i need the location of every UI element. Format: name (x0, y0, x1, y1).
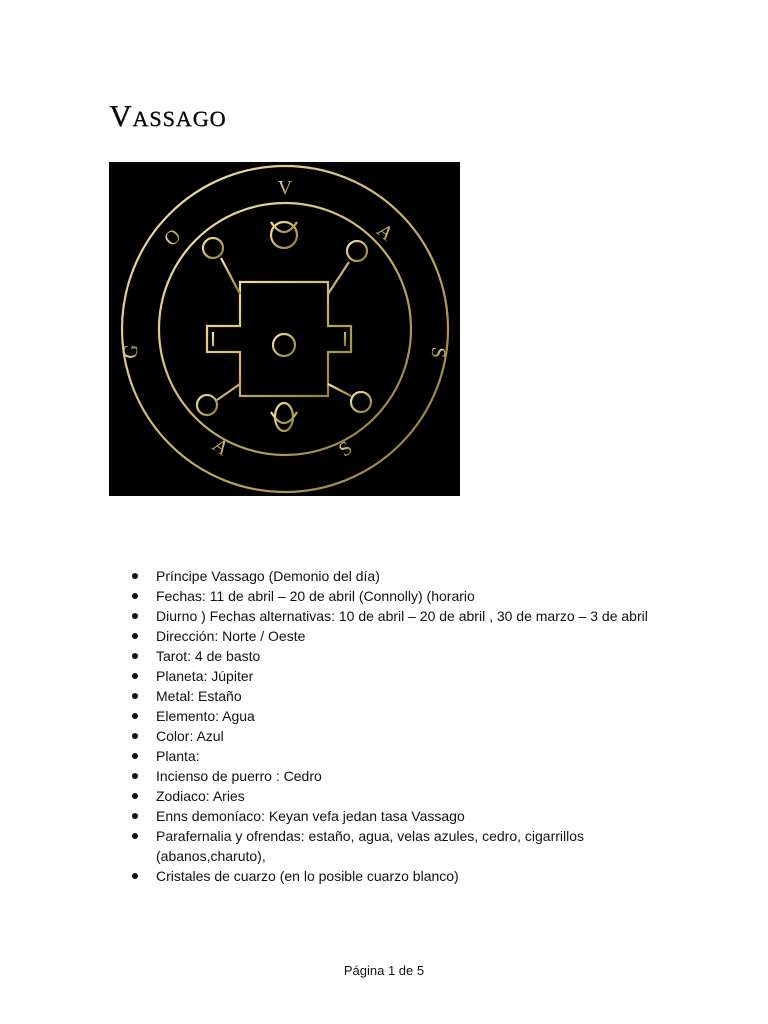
list-item-text: Diurno ) Fechas alternativas: 10 de abril – 20 de abril , 30 de marzo – 3 de abril (156, 608, 648, 624)
list-item-text: Incienso de puerro : Cedro (156, 768, 322, 784)
list-item-text: Enns demoníaco: Keyan vefa jedan tasa Vassago (156, 808, 465, 824)
attributes-list (130, 566, 690, 886)
page-title: Vassago (109, 98, 227, 133)
bullet-icon (132, 713, 138, 719)
list-item (130, 626, 690, 646)
list-item (130, 646, 690, 666)
list-item (130, 806, 690, 826)
bullet-icon (132, 773, 138, 779)
bullet-icon (132, 673, 138, 679)
list-item-text: Príncipe Vassago (Demonio del día) (156, 568, 380, 584)
sigil-letter-o: O (159, 224, 186, 251)
list-item (130, 746, 690, 766)
list-item (130, 866, 690, 886)
bullet-icon (132, 733, 138, 739)
vassago-sigil-image (109, 162, 460, 496)
list-item-text: Color: Azul (156, 728, 224, 744)
list-item (130, 706, 690, 726)
list-item-text: Dirección: Norte / Oeste (156, 628, 306, 644)
list-item (130, 726, 690, 746)
bullet-icon (132, 573, 138, 579)
sigil-letter-s1: S (426, 346, 450, 360)
list-item (130, 666, 690, 686)
bullet-icon (132, 833, 138, 839)
list-item (130, 786, 690, 806)
list-item (130, 766, 690, 786)
list-item (130, 686, 690, 706)
sigil-letter-a1: A (372, 219, 398, 246)
list-item-text: Fechas: 11 de abril – 20 de abril (Connolly) (horario (156, 588, 475, 604)
list-item-text: Planta: (156, 748, 200, 764)
sigil-letter-g: G (119, 343, 143, 360)
list-item-text: Elemento: Agua (156, 708, 255, 724)
list-item-text: Tarot: 4 de basto (156, 648, 261, 664)
page-number-footer: Página 1 de 5 (343, 963, 425, 978)
list-item (130, 586, 690, 606)
list-item-text: Parafernalia y ofrendas: estaño, agua, velas azules, cedro, cigarrillos (abanos,charuto), (156, 828, 585, 864)
bullet-icon (132, 633, 138, 639)
bullet-icon (132, 753, 138, 759)
sigil-letter-a2: A (208, 433, 233, 461)
bullet-icon (132, 873, 138, 879)
list-item-text: Planeta: Júpiter (156, 668, 254, 684)
list-item (130, 566, 690, 586)
bullet-icon (132, 693, 138, 699)
list-item-text: Metal: Estaño (156, 688, 242, 704)
list-item (130, 826, 690, 866)
bullet-icon (132, 813, 138, 819)
list-item-text: Zodiaco: Aries (156, 788, 245, 804)
list-item-text: Cristales de cuarzo (en lo posible cuarzo blanco) (156, 868, 459, 884)
bullet-icon (132, 613, 138, 619)
list-item (130, 606, 690, 626)
bullet-icon (132, 593, 138, 599)
bullet-icon (132, 653, 138, 659)
bullet-icon (132, 793, 138, 799)
sigil-letter-v: V (277, 177, 293, 199)
sigil-letter-s2: S (334, 436, 357, 462)
